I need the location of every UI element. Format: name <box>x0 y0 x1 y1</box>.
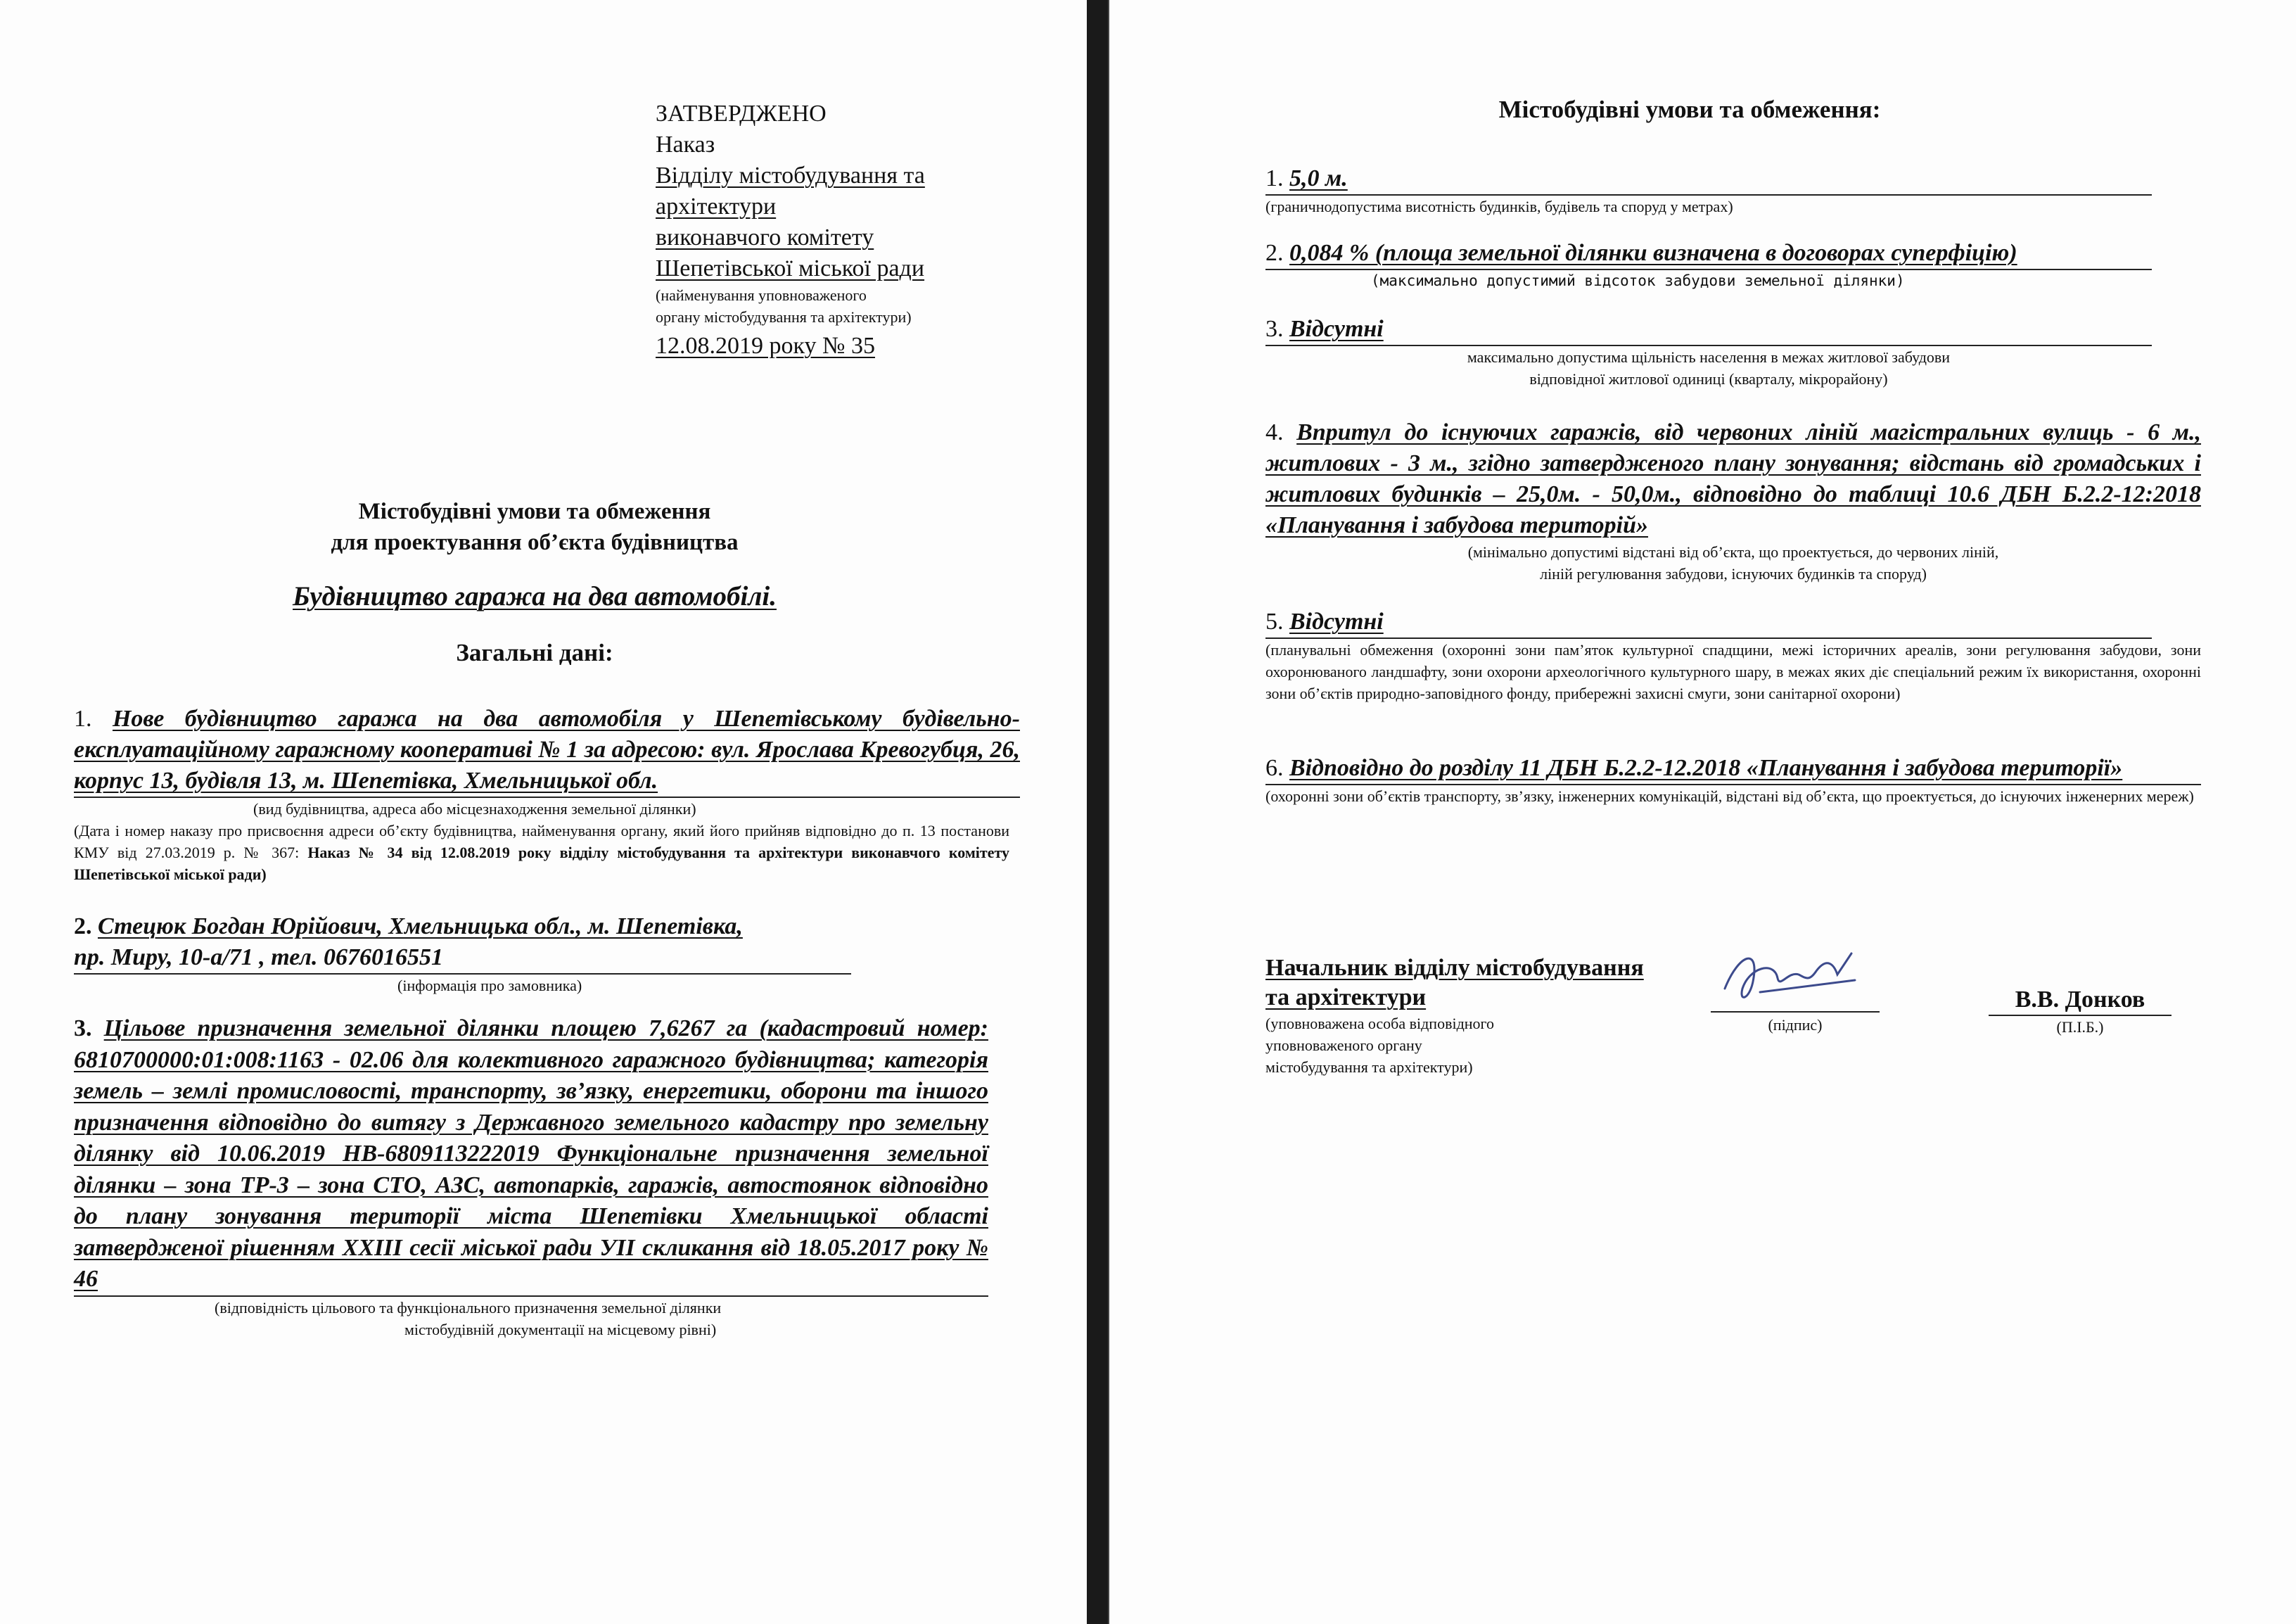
handwritten-signature-icon <box>1711 939 1887 1017</box>
right-item-4 <box>1265 417 2201 585</box>
right-item-1 <box>1265 163 2152 217</box>
approval-org-caption2: органу містобудування та архітектури) <box>656 308 912 326</box>
signature-position-caption3: містобудування та архітектури) <box>1265 1058 1473 1076</box>
signature-caption: (підпис) <box>1768 1016 1823 1034</box>
right-item-3-num: 3. <box>1265 316 1289 342</box>
left-item-1-num: 1. <box>74 706 113 732</box>
right-item-6-value: Відповідно до розділу 11 ДБН Б.2.2-12.2018 «Планування і забудова території» <box>1289 755 2123 781</box>
right-item-3-value: Відсутні <box>1289 316 1384 342</box>
left-item-3-caption2: містобудівній документації на місцевому рівні) <box>404 1320 717 1338</box>
approval-date-number: 12.08.2019 року № 35 <box>656 333 875 359</box>
left-item-1-caption2-text: (Дата і номер наказу про присвоєння адреси об’єкту будівництва, найменування органу, який його прийняв відповідно до п. 13 постанови КМУ від 27.03.2019 р. № 367: <box>74 822 1009 861</box>
right-item-2 <box>1265 238 2152 291</box>
right-item-4-num: 4. <box>1265 419 1297 445</box>
right-item-3-caption1: максимально допустима щільність населення в межах житлової забудови <box>1467 348 1951 366</box>
approval-order-word: Наказ <box>656 132 715 158</box>
left-item-1-caption2-bold: Наказ № 34 від 12.08.2019 року відділу містобудування та архітектури виконавчого комітету Шепетівської міської ради) <box>74 844 1010 883</box>
doc-heading-line2: для проектування об’єкта будівництва <box>331 530 739 555</box>
right-item-2-value: 0,084 % (площа земельної ділянки визначена в договорах суперфіцію) <box>1289 240 2017 266</box>
right-item-6-num: 6. <box>1265 755 1289 781</box>
signature-position-caption1: (уповноважена особа відповідного <box>1265 1015 1495 1032</box>
right-item-2-text <box>1265 238 2152 270</box>
left-item-2-line1 <box>74 911 1020 942</box>
right-item-4-text <box>1265 417 2201 541</box>
right-item-3-text <box>1265 314 2152 346</box>
left-item-1-caption2 <box>74 820 1009 885</box>
right-item-4-caption2: ліній регулювання забудови, існуючих будинків та споруд) <box>1540 565 1927 583</box>
conditions-heading: Містобудівні умови та обмеження: <box>1498 96 1881 123</box>
general-data-heading: Загальні дані: <box>456 639 613 666</box>
signature-name-caption: (П.І.Б.) <box>2056 1018 2104 1036</box>
doc-heading-line1: Містобудівні умови та обмеження <box>358 499 711 524</box>
approval-org-caption1: (найменування уповноваженого <box>656 286 867 304</box>
approval-title: ЗАТВЕРДЖЕНО <box>656 101 827 127</box>
right-item-5 <box>1265 607 2201 704</box>
approval-org-line2: архітектури <box>656 194 777 220</box>
right-item-3 <box>1265 314 2152 390</box>
signature-position-caption2: уповноваженого органу <box>1265 1036 1422 1054</box>
right-item-4-caption1: (мінімально допустимі відстані від об’єкта, що проектується, до червоних ліній, <box>1467 543 1999 561</box>
right-item-2-caption: (максимально допустимий відсоток забудови земельної ділянки) <box>1371 272 1905 289</box>
left-item-2-num: 2. <box>74 913 98 939</box>
approval-org-line3: виконавчого комітету <box>656 224 874 250</box>
right-item-4-value: Впритул до існуючих гаражів, від червоних ліній магістральних вулиць - 6 м., житлових - 3 м., згідно затвердженого плану зонування; відстань від громадських і житлових будинків – 25,0м. - 50,0м., відповідно до таблиці 10.6 ДБН Б.2.2-12:2018 «Планування і забудова територій» <box>1265 419 2202 538</box>
left-item-3-text <box>74 1013 988 1297</box>
left-item-2-caption: (інформація про замовника) <box>397 977 582 994</box>
right-item-6-caption: (охоронні зони об’єктів транспорту, зв’язку, інженерних комунікацій, відстані від об’єкта, що проектується, до існуючих інженерних мереж) <box>1265 787 2194 805</box>
right-item-5-text <box>1265 607 2152 639</box>
signature-position <box>1265 953 1758 1078</box>
approval-block <box>656 99 1021 362</box>
signature-name: В.В. Донков <box>1989 985 2171 1016</box>
right-item-1-caption: (граничнодопустима висотність будинків, будівель та споруд у метрах) <box>1265 198 1733 215</box>
object-title: Будівництво гаража на два автомобілі. <box>293 581 777 611</box>
right-item-6-text <box>1265 753 2201 785</box>
left-item-2-value2: пр. Миру, 10-а/71 , тел. 0676016551 <box>74 942 851 975</box>
right-item-5-caption: (планувальні обмеження (охоронні зони пам’яток культурної спадщини, межі історичних ареалів, зони регулювання забудови, зони охоронюваного ландшафту, зони охорони археологічного культурного шару, в межах яких діє спеціальний режим їх використання, охоронні зони об’єктів природно-заповідного фонду, прибережні захисні смуги, зони санітарної охорони) <box>1265 641 2201 702</box>
right-item-5-value: Відсутні <box>1289 609 1384 635</box>
left-item-1-text <box>74 704 1020 798</box>
left-page <box>0 0 1087 1624</box>
right-item-6 <box>1265 753 2201 807</box>
left-item-3-num: 3. <box>74 1015 104 1041</box>
right-item-3-caption2: відповідної житлової одиниці (кварталу, мікрорайону) <box>1529 370 1888 388</box>
signature-line <box>1711 1011 1880 1013</box>
left-item-1-value: Нове будівництво гаража на два автомобіля у Шепетівському будівельно-експлуатаційному гаражному кооперативі № 1 за адресою: вул. Ярослава Кревогубця, 26, корпус 13, будівля 13, м. Шепетівка, Хмельницької обл. <box>74 706 1020 794</box>
approval-org-line4: Шепетівської міської ради <box>656 255 925 281</box>
left-item-2 <box>74 911 1020 996</box>
left-item-2-value1: Стецюк Богдан Юрійович, Хмельницька обл., м. Шепетівка, <box>98 913 743 939</box>
left-item-3-caption1: (відповідність цільового та функціонального призначення земельної ділянки <box>215 1298 722 1317</box>
right-item-1-text <box>1265 163 2152 196</box>
right-page <box>1108 0 2296 1624</box>
left-item-3 <box>74 1013 988 1340</box>
signature-position-line1: Начальник відділу містобудування <box>1265 955 1644 981</box>
right-item-1-value: 5,0 м. <box>1289 165 1348 191</box>
signature-name-block <box>1989 985 2171 1038</box>
signature-area <box>1711 939 1887 1034</box>
left-item-1 <box>74 704 1020 885</box>
doc-heading <box>0 496 1069 558</box>
signature-position-line2: та архітектури <box>1265 984 1427 1010</box>
left-item-3-value: Цільове призначення земельної ділянки площею 7,6267 га (кадастровий номер: 6810700000:01:008:1163 - 02.06 для колективного гаражного будівництва; категорія земель – землі промисловості, транспорту, зв’язку, енергетики, оборони та іншого призначення відповідно до витягу з Державного земельного кадастру про земельну ділянку від 10.06.2019 НВ-6809113222019 Функціональне призначення земельної ділянки – зона ТР-3 – зона СТО, АЗС, автопарків, гаражів, автостоянок відповідно до плану зонування території міста Шепетівки Хмельницької області затвердженої рішенням ХХІІІ сесії міської ради УІІ скликання від 18.05.2017 року № 46 <box>74 1015 988 1292</box>
left-item-1-caption1: (вид будівництва, адреса або місцезнаходження земельної ділянки) <box>253 800 696 818</box>
right-item-5-num: 5. <box>1265 609 1289 635</box>
right-item-1-num: 1. <box>1265 165 1289 191</box>
right-item-2-num: 2. <box>1265 240 1289 266</box>
page-gap <box>1087 0 1108 1624</box>
approval-org-line1: Відділу містобудування та <box>656 163 925 189</box>
